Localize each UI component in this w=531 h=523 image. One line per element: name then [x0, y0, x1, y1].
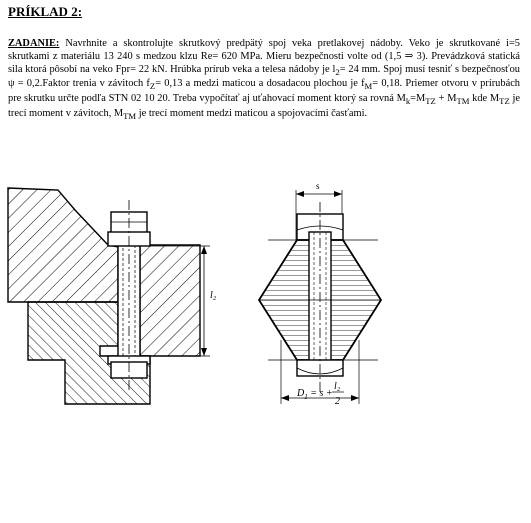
dimension-s-label: s [316, 181, 320, 191]
cover-part [8, 188, 118, 302]
formula-numerator: l₂ [334, 381, 341, 392]
formula-denominator: 2 [335, 396, 340, 407]
task-line-1: Navrhnite a skontrolujte skrutkový predpätý spoj veka pretlakovej nádoby. Veko je skrutkované i=5 skrutkami z materiálu 13 240 s medzou klzu Re= 620 MPa. Mieru bezpečnosti volte od (1,5 ⇒ 3). [8, 38, 520, 62]
task-line-2: Prevádzková statická sila ktorá pôsobí na veko Fpr= 22 kN. Hrúbka prírub veka a telesa nádoby je l [8, 50, 520, 75]
page-title: PRÍKLAD 2: [8, 4, 83, 19]
formula-mid: = s + [307, 388, 333, 399]
formula-sub: 1 [304, 393, 308, 401]
right-cone-view [259, 181, 381, 407]
left-section-view [8, 188, 217, 404]
svg-text:D1 = s + [296, 388, 333, 401]
formula-d: D [297, 388, 305, 399]
task-text: ZADANIE: Navrhnite a skontrolujte skrutkový predpätý spoj veka pretlakovej nádoby. Veko je skrutkované i=5 skrutkami z materiálu 13 240 s medzou klzu Re= 620 MPa. Mieru bezpečnosti volte od (1,5 ⇒ 3). Prevádzková statická sila ktorá pôsobí na veko Fpr= 22 kN. Hrúbka prírub veka a telesa nádoby je $l_2= 24$ mm. Spoj musí tesniť s bezpečnosťou ψ = 0,2.Faktor trenia v závitoch $f_Z= 0,13$ a medzi maticou a dosadacou plochou je $f_M= 0,18$. Priemer otvoru v prírubách pre skrutku určte podľa STN 02 10 20. Treba vypočítať aj uťahovací moment ktorý sa rovná $M_k=M_{TZ} + M_{TM}$ kde $M_{TZ}$ je trecí moment v závitoch, $M_{TM}$ je trecí moment medzi maticou a spojovacími časťami. [8, 38, 520, 122]
flange-part [140, 245, 200, 356]
task-lead: ZADANIE: [8, 38, 60, 49]
dimension-l2-label: l₂ [210, 290, 217, 301]
